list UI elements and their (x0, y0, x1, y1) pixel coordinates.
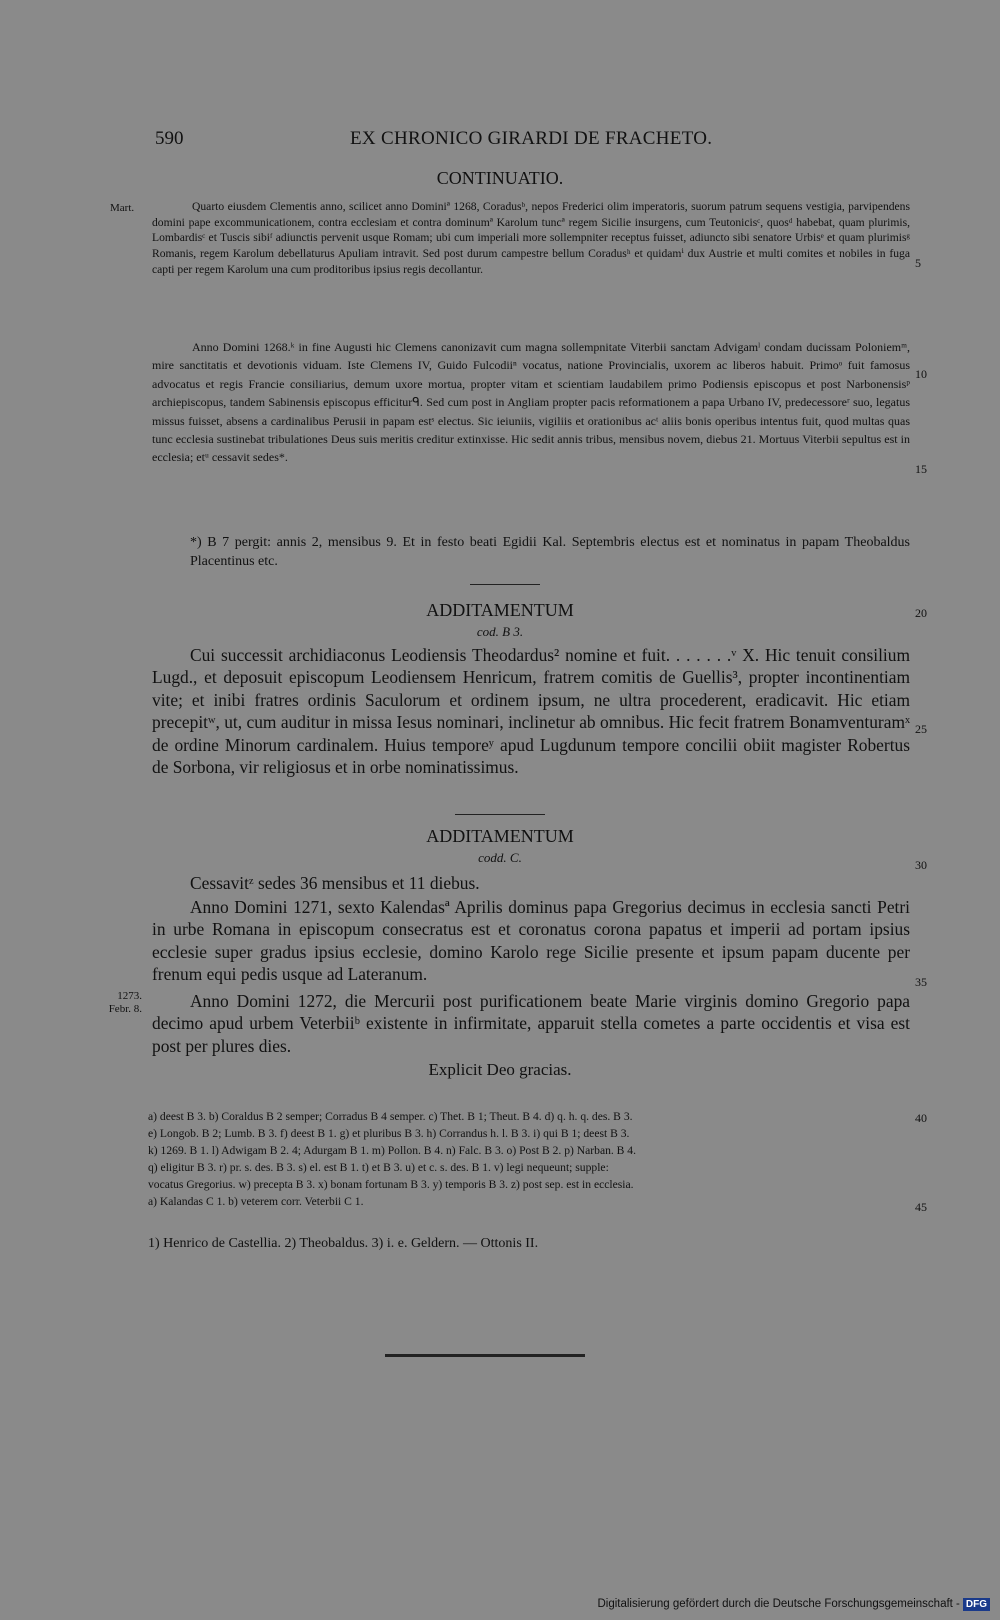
running-title: EX CHRONICO GIRARDI DE FRACHETO. (350, 128, 713, 149)
line-number: 25 (915, 722, 927, 736)
codex-siglum-1: cod. B 3. (476, 624, 524, 639)
running-head (0, 128, 1000, 152)
footnote-line: a) Kalandas C 1. b) veterem corr. Veterbii C 1. (148, 1195, 364, 1208)
footer-text: Digitalisierung gefördert durch die Deutsche Forschungsgemeinschaft - (597, 1598, 960, 1610)
numbered-footnotes: 1) Henrico de Castellia. 2) Theobaldus. 3) i. e. Geldern. — Ottonis II. (148, 1236, 539, 1251)
section-heading-continuatio: CONTINUATIO. (436, 168, 564, 188)
dfg-logo: DFG (963, 1598, 990, 1611)
footnote-line: a) deest B 3. b) Coraldus B 2 semper; Corradus B 4 semper. c) Thet. B 1; Theut. B 4. d) q. h. q. des. B 3. (148, 1110, 633, 1123)
footnote-line: vocatus Gregorius. w) precepta B 3. x) bonam fortunam B 3. y) temporis B 3. z) post sep. est in ecclesia. (148, 1178, 634, 1191)
apparatus-footnotes (148, 1108, 908, 1210)
margin-date (92, 990, 142, 1016)
paragraph-continuatio-1: Quarto eiusdem Clementis anno, scilicet anno Dominiª 1268, Coradusᵇ, nepos Frederici olim imperatoris, suorum patrum sequens vestigia, parvipendens domini pape excommunicationem, contra ecclesiam et contra dominumª Karolum tuncª regem Sicilie insurgens, cum Teutonicisᶜ, quosᵈ habebat, quam plurimis, Lombardisᶜ et Tuscis sibiᶠ adiunctis pervenit usque Romam; ubi cum imperiali more sollempniter receptus fuisset, adiuncto sibi senatore Urbisᵉ et quam plurimisᵍ Romanis, regem Karolum debellaturus Apuliam intravit. Sed post durum campestre bellum Coradusʰ et quidamⁱ dux Austrie et multi comites et nobiles in fuga capti per regem Karolum una cum proditoribus ipsius regis decollantur. (152, 200, 910, 276)
line-number: 20 (915, 606, 927, 620)
page-number: 590 (155, 128, 184, 149)
divider (455, 814, 545, 815)
line-number: 40 (915, 1111, 927, 1125)
digitization-footer (597, 1598, 990, 1611)
section-heading-additamentum-2: ADDITAMENTUM (426, 826, 574, 846)
margin-day: Febr. 8. (108, 1003, 142, 1015)
line-number: 10 (915, 367, 927, 381)
margin-note-mart: Mart. (110, 202, 135, 214)
footnote-line: q) eligitur B 3. r) pr. s. des. B 3. s) el. est B 1. t) et B 3. u) et c. s. des. B 1. v) legi nequeunt; supple: (148, 1161, 609, 1174)
explicit: Explicit Deo gracias. (428, 1060, 572, 1079)
section-heading-additamentum-1: ADDITAMENTUM (426, 600, 574, 620)
line-number: 5 (915, 256, 921, 270)
codex-siglum-2: codd. C. (478, 850, 522, 865)
star-footnote: *) B 7 pergit: annis 2, mensibus 9. Et in festo beati Egidii Kal. Septembris electus est et nominatus in papam Theobaldus Placentinus etc. (190, 535, 910, 569)
line-number: 15 (915, 462, 927, 476)
paragraph-additamentum-2: Anno Domini 1271, sexto Kalendasª Aprilis dominus papa Gregorius decimus in ecclesia sancti Petri in urbe Romana in episcopum consecratus est et coronatus corona papatus et imperii ad portam ipsius ecclesie super gradus ipsius ecclesie, domino Karolo rege Sicilie presente et ipsum papam ducente per frenum equi pedis usque ad Lateranum. (152, 897, 910, 985)
line-number: 35 (915, 975, 927, 989)
cessavit-line: Cessavitᶻ sedes 36 mensibus et 11 diebus. (190, 873, 480, 893)
divider (470, 584, 540, 585)
line-number: 30 (915, 858, 927, 872)
footnote-line: k) 1269. B 1. l) Adwigam B 2. 4; Adurgam B 1. m) Pollon. B 4. n) Falc. B 3. o) Post B 2. p) Narban. B 4. (148, 1144, 637, 1157)
paragraph-additamentum-2b: Anno Domini 1272, die Mercurii post purificationem beate Marie virginis domino Gregorio papa decimo apud urbem Veterbiiᵇ existente in infirmitate, apparuit stella cometes a parte occidentis et visa est post per plures dies. (152, 991, 910, 1056)
paragraph-additamentum-1: Cui successit archidiaconus Leodiensis Theodardus² nomine et fuit. . . . . . .ᵛ X. Hic tenuit consilium Lugd., et deposuit episcopum Leodiensem Henricum, fratrem comitis de Guellis³, propter incontinentiam vite; et inibi fratres ordinis Saculorum et ordinem ipsum, ne ultra procederent, eradicavit. Hic etiam precepitʷ, ut, cum auditur in missa Iesus nominari, inclinetur ab omnibus. Hic fecit fratrem Bonamventuramˣ de ordine Minorum cardinalem. Huius temporeʸ apud Lugdunum tempore concilii obiit magister Robertus de Sorbona, vir religiosus et in orbe nominatissimus. (152, 645, 910, 778)
line-number: 45 (915, 1200, 927, 1214)
bottom-rule (385, 1354, 585, 1357)
paragraph-continuatio-2: Anno Domini 1268.ᵏ in fine Augusti hic Clemens canonizavit cum magna sollempnitate Viterbii sanctam Advigamˡ condam ducissam Poloniemᵐ, mire sanctitatis et devotionis viduam. Iste Clemens IV, Guido Fulcodiiⁿ vocatus, natione Provincialis, uxorem ac liberos habuit. Primoᵒ fuit famosus advocatus et regis Francie consiliarius, demum uxore mortua, propter vitam et scientiam laudabilem primo Podiensis episcopus et post Narbonensisᵖ archiepiscopus, tandem Sabinensis episcopus efficiturᑫ. Sed cum post in Angliam propter pacis reformationem a papa Urbano IV, predecessoreʳ suo, legatus missus fuisset, absens a cardinalibus Perusii in papam estˢ electus. Sic ieiuniis, vigiliis et orationibus acᵗ aliis bonis operibus intentus fuit, quod multas quas tunc ecclesia sustinebat tribulationes Deus suis meritis creditur extinxisse. Hic sedit annis tribus, mensibus novem, diebus 21. Mortuus Viterbii sepultus est in ecclesia; etᵘ cessavit sedes*. (152, 340, 910, 465)
margin-year: 1273. (117, 990, 142, 1002)
footnote-line: e) Longob. B 2; Lumb. B 3. f) deest B 1. g) et pluribus B 3. h) Corrandus h. l. B 3. i) qui B 1; deest B 3. (148, 1127, 630, 1140)
